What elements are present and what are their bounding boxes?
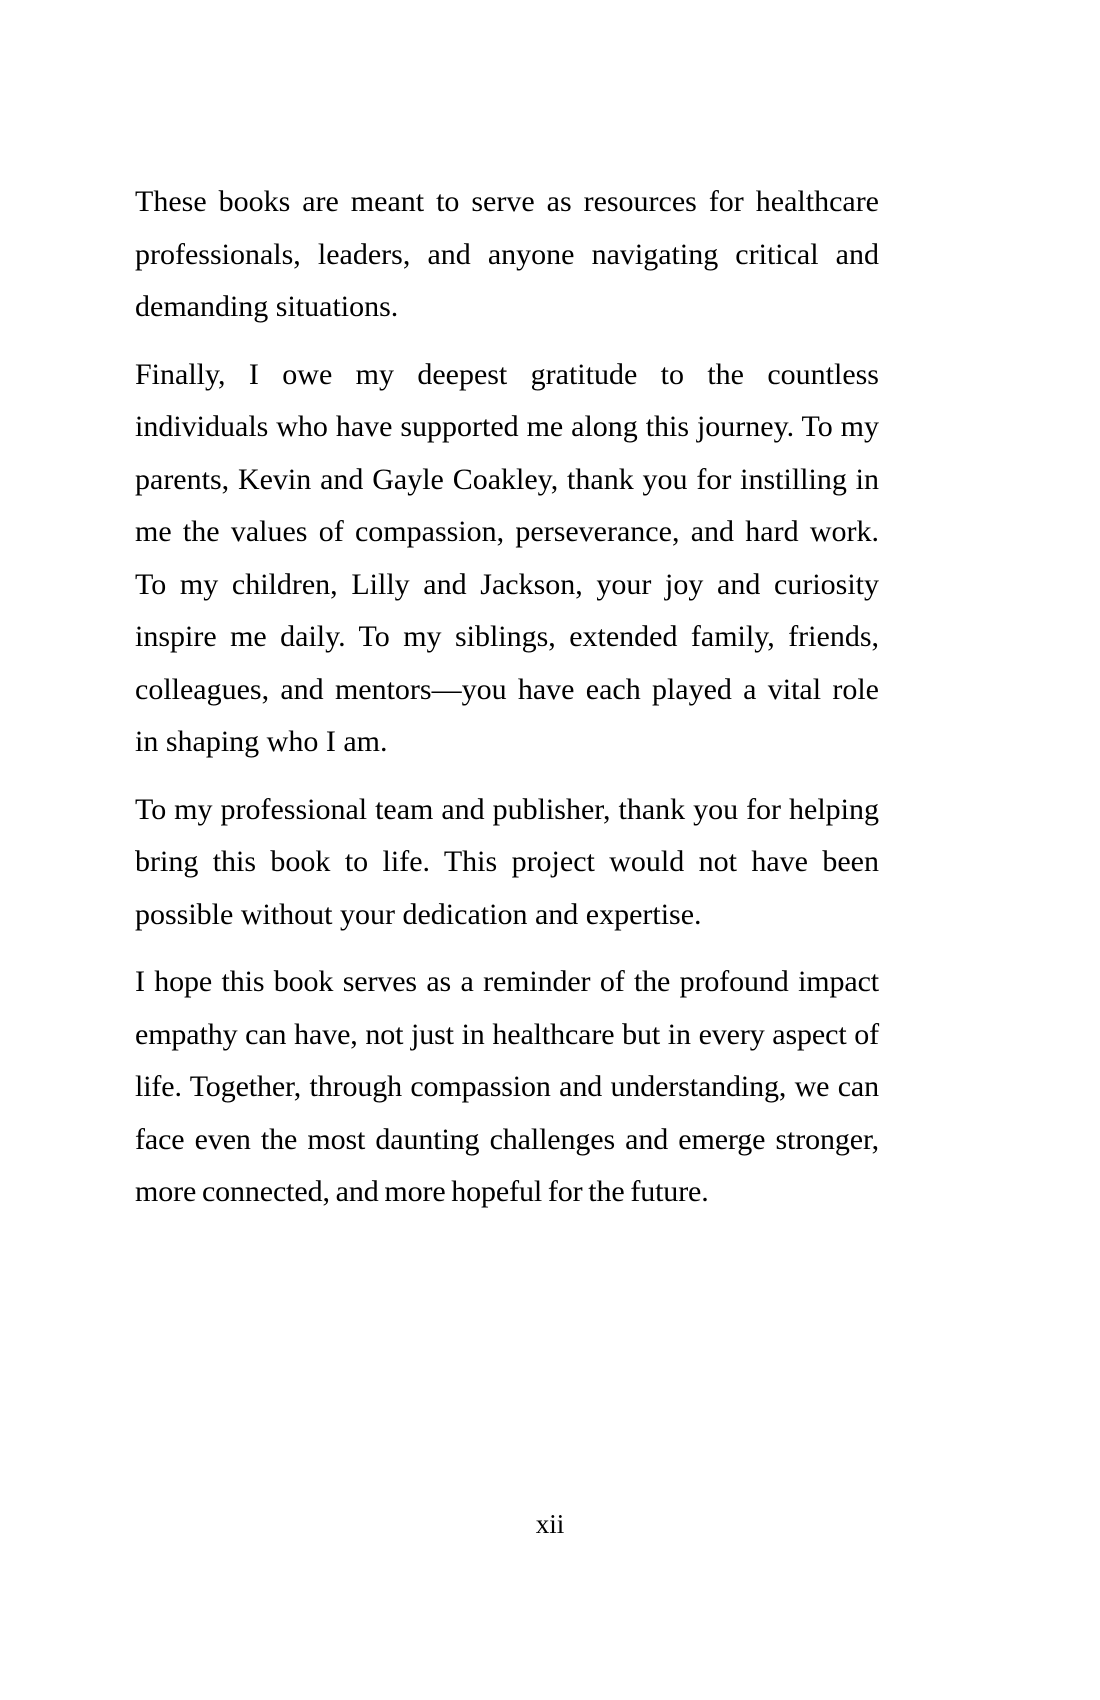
page-number: xii bbox=[535, 1509, 565, 1539]
page-body-text bbox=[135, 176, 879, 1219]
paragraph-professional-team: To my professional team and publisher, thank you for helping bring this book to life. This project would not have been possible without your dedication and expertise. bbox=[135, 792, 879, 931]
paragraph-resources: These books are meant to serve as resources for healthcare professionals, leaders, and anyone navigating critical and demanding situations. bbox=[135, 185, 879, 323]
paragraph-gratitude: Finally, I owe my deepest gratitude to the countless individuals who have supported me along this journey. To my parents, Kevin and Gayle Coakley, thank you for instilling in me the values of compassion, perseverance, and hard work. To my children, Lilly and Jackson, your joy and curiosity inspire me daily. To my siblings, extended family, friends, colleagues, and mentors—you have each played a vital role in shaping who I am. bbox=[135, 357, 879, 758]
paragraph-closing-hope: I hope this book serves as a reminder of the profound impact empathy can have, not just in healthcare but in every aspect of life. Together, through compassion and understanding, we can face even the most daunting challenges and emerge stronger, more connected, and more hopeful for the future. bbox=[135, 965, 879, 1208]
